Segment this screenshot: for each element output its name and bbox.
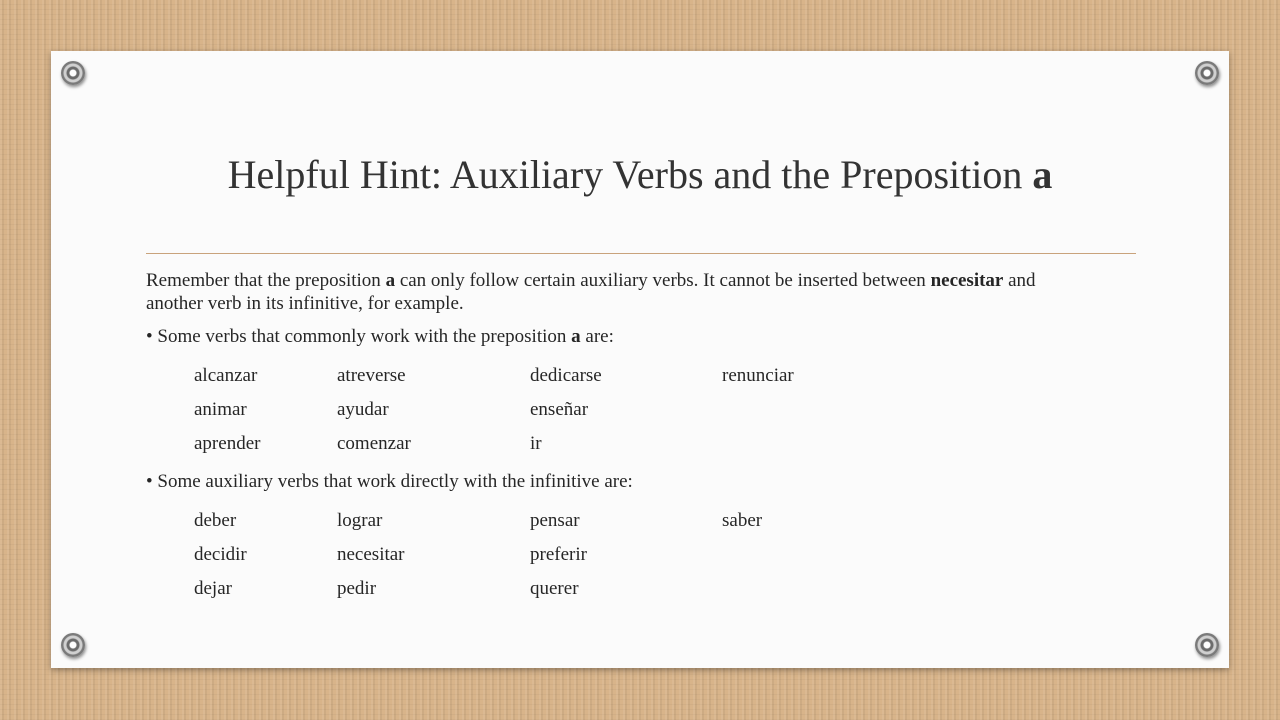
bullet-bold-a: a (571, 326, 581, 347)
verb-cell: deber (194, 509, 237, 531)
pushpin-icon (1195, 633, 1219, 657)
bullet-marker: • (146, 326, 153, 347)
verb-cell: comenzar (337, 432, 411, 454)
verb-cell: saber (722, 509, 763, 531)
verb-row (146, 426, 1096, 460)
intro-bold-a: a (385, 270, 396, 291)
slide-body (146, 269, 1096, 605)
intro-text-2: can only follow certain auxiliary verbs. It cannot be inserted between (395, 270, 931, 291)
verb-cell: alcanzar (194, 364, 258, 386)
verb-cell: decidir (194, 543, 247, 565)
pushpin-icon (61, 61, 85, 85)
verb-cell: atreverse (337, 364, 406, 386)
verb-cell: dejar (194, 577, 232, 599)
verb-cell: enseñar (530, 398, 589, 420)
verb-cell: aprender (194, 432, 261, 454)
verb-cell: pedir (337, 577, 377, 599)
bullet-verbs-direct (146, 470, 1096, 493)
verb-cell: animar (194, 398, 247, 420)
pushpin-icon (1195, 61, 1219, 85)
verb-row (146, 537, 1096, 571)
verb-cell: lograr (337, 509, 383, 531)
verb-cell: ayudar (337, 398, 389, 420)
verbs-with-a-grid (146, 358, 1096, 460)
verbs-direct-grid (146, 503, 1096, 605)
intro-bold-necesitar: necesitar (930, 270, 1004, 291)
bullet-text: Some auxiliary verbs that work directly with the infinitive are: (152, 471, 633, 492)
bullet-verbs-with-a (146, 325, 1096, 348)
verb-row (146, 503, 1096, 537)
verb-cell: preferir (530, 543, 587, 565)
verb-cell: ir (530, 432, 542, 454)
verb-cell: pensar (530, 509, 580, 531)
pushpin-icon (61, 633, 85, 657)
title-divider (146, 253, 1136, 254)
verb-cell: querer (530, 577, 579, 599)
title-text: Helpful Hint: Auxiliary Verbs and the Preposition (227, 152, 1033, 197)
intro-text-3: and another verb in its infinitive, for example. (146, 270, 1036, 314)
verb-row (146, 358, 1096, 392)
bullet-tail: are: (580, 326, 614, 347)
verb-cell: necesitar (337, 543, 405, 565)
verb-cell: dedicarse (530, 364, 602, 386)
slide-title (51, 151, 1229, 199)
verb-cell: renunciar (722, 364, 794, 386)
verb-row (146, 392, 1096, 426)
bullet-marker: • (146, 471, 153, 492)
title-bold-a: a (1032, 152, 1053, 197)
bullet-text: Some verbs that commonly work with the preposition (152, 326, 572, 347)
intro-text-1: Remember that the preposition (146, 270, 386, 291)
intro-paragraph (146, 269, 1096, 315)
slide (51, 51, 1229, 668)
verb-row (146, 571, 1096, 605)
